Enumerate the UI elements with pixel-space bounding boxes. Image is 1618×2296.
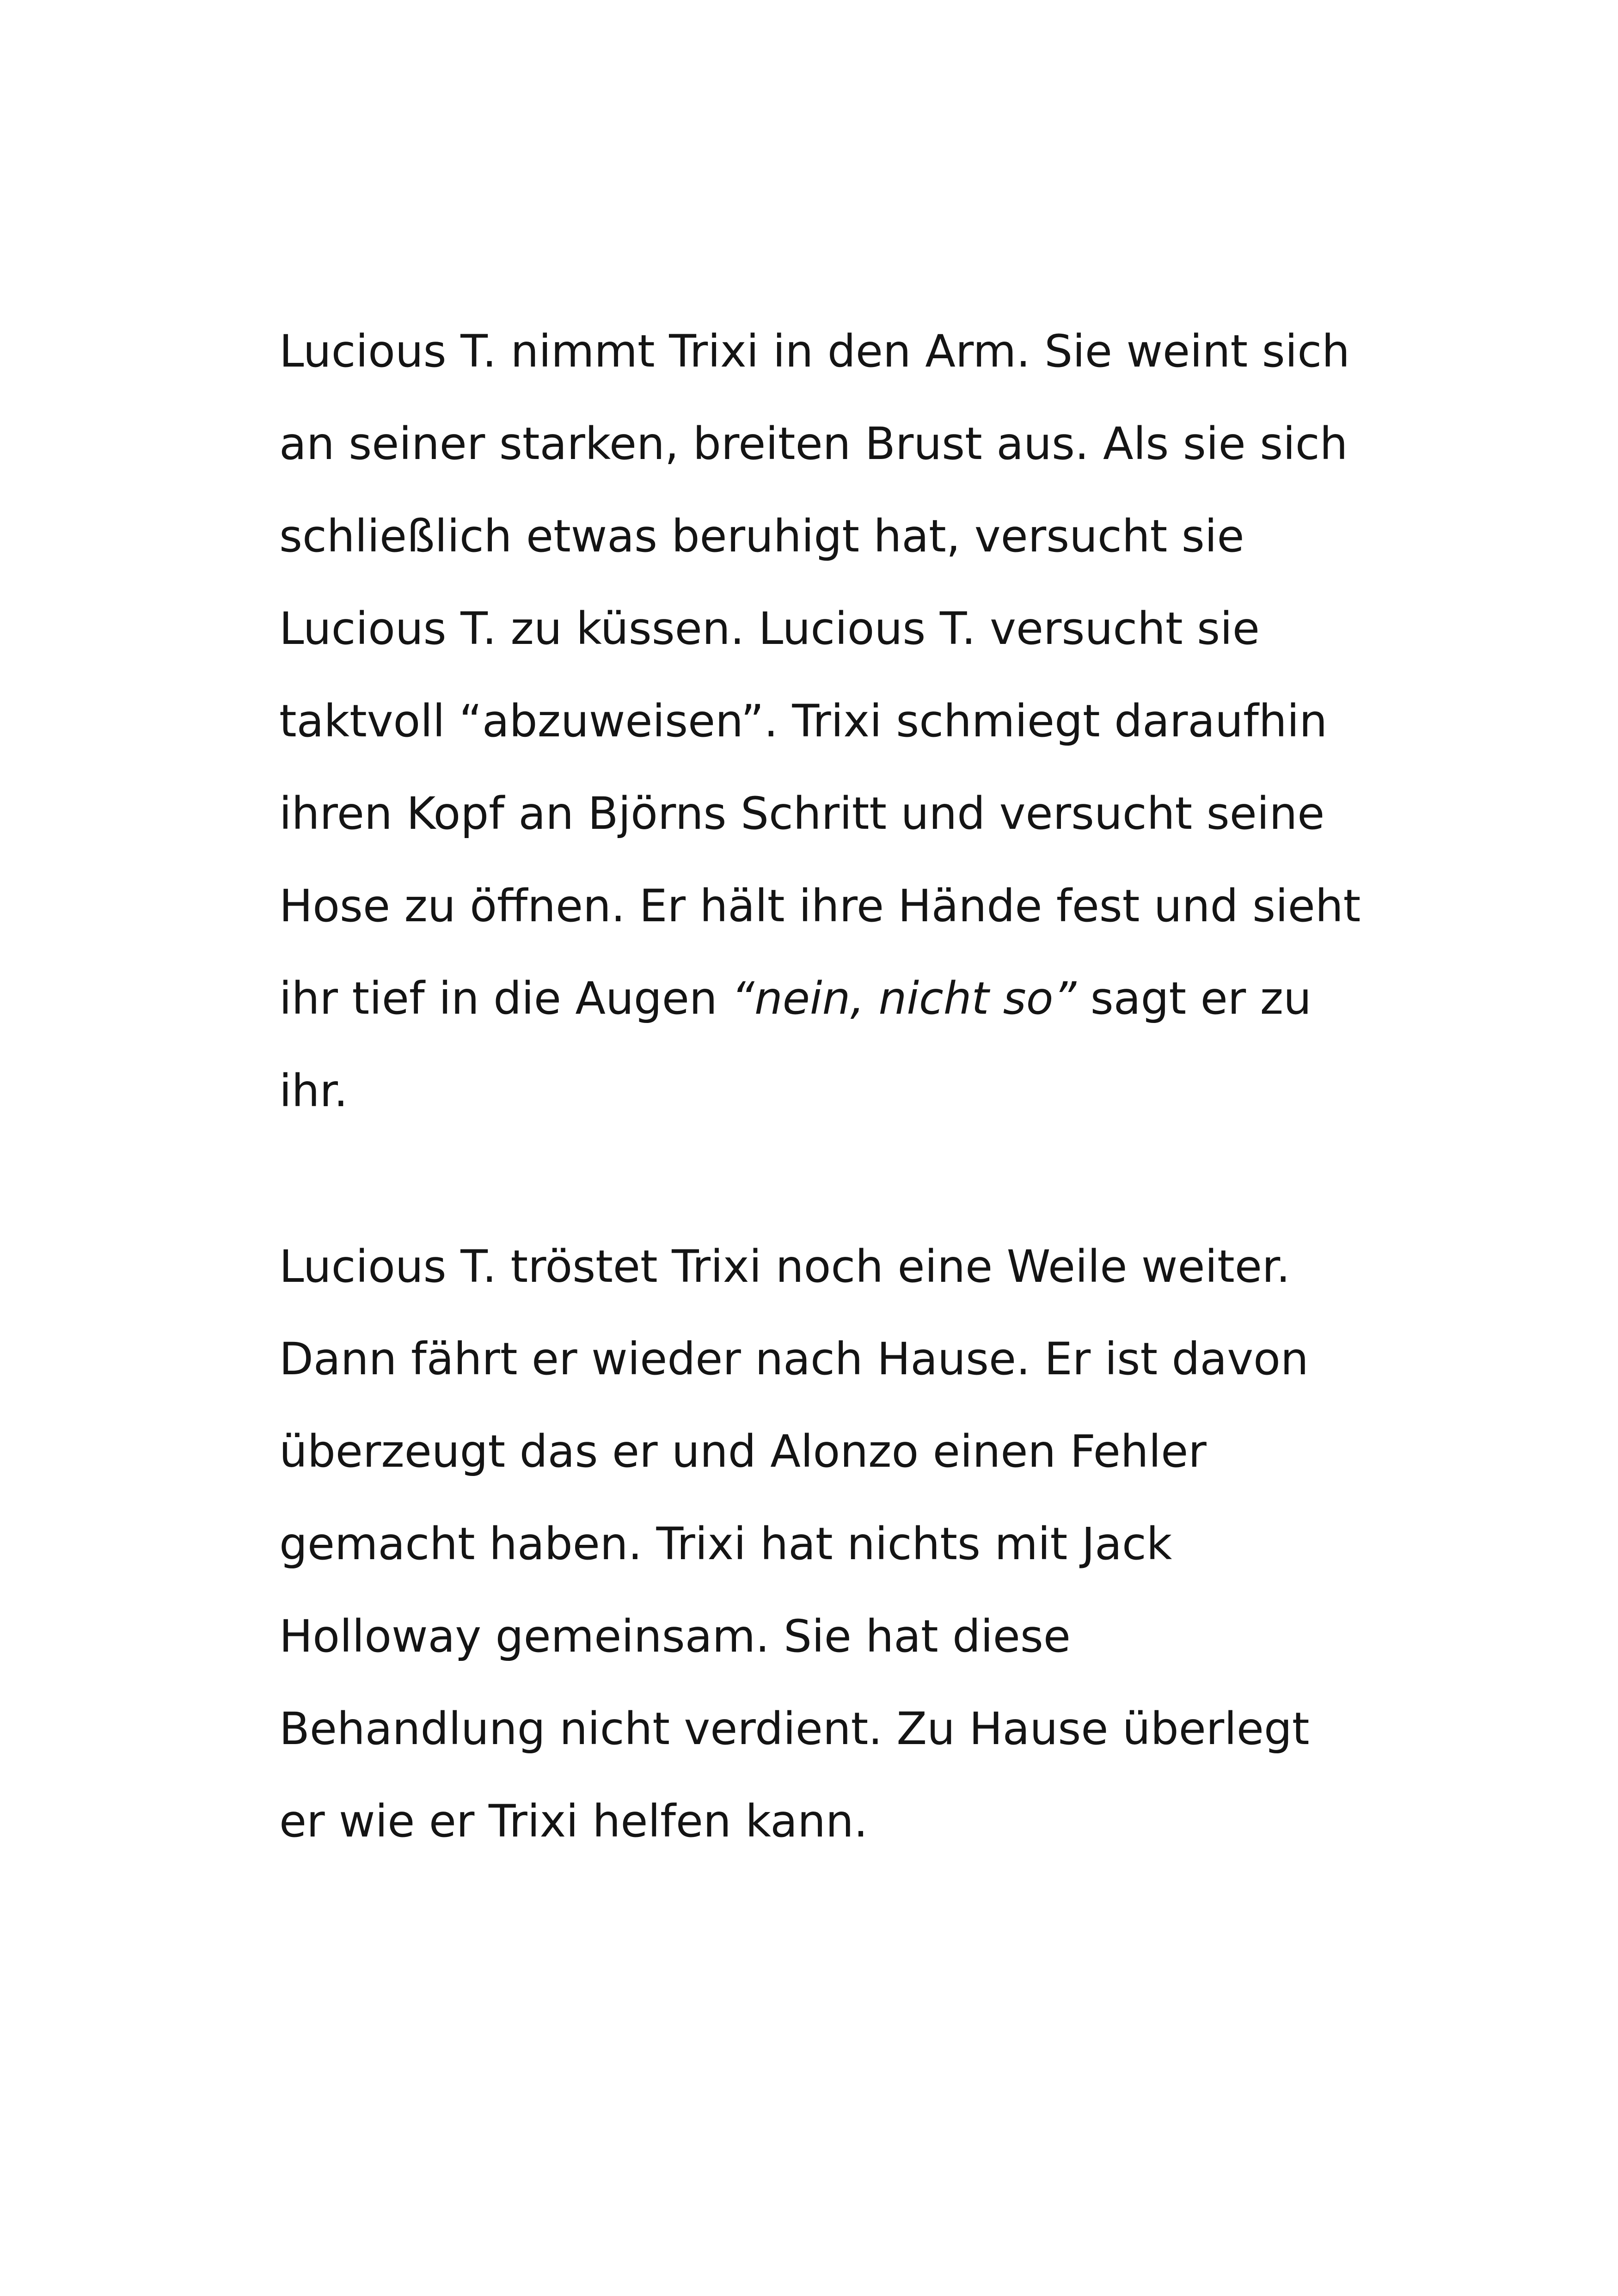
paragraph-1-line-2: an seiner starken, breiten Brust aus. Als sie sich: [279, 418, 1348, 470]
paragraph-2-line-1: Lucious T. tröstet Trixi noch eine Weile weiter.: [279, 1241, 1291, 1292]
paragraph-1-line-3: schließlich etwas beruhigt hat, versucht sie: [279, 510, 1244, 562]
paragraph-1-line-7: Hose zu öffnen. Er hält ihre Hände fest und sieht: [279, 880, 1361, 932]
paragraph-1-line-8: [279, 952, 1389, 1045]
paragraph-1-line-4: Lucious T. zu küssen. Lucious T. versucht sie: [279, 603, 1260, 655]
paragraph-2-line-3: überzeugt das er und Alonzo einen Fehler: [279, 1426, 1207, 1477]
paragraph-2-line-7: er wie er Trixi helfen kann.: [279, 1795, 868, 1847]
line-8-text-before: ihr tief in die Augen: [279, 973, 732, 1024]
paragraph-gap: [279, 1137, 1389, 1220]
paragraph-1-line-1: Lucious T. nimmt Trixi in den Arm. Sie weint sich: [279, 325, 1350, 377]
italic-quote: “nein, nicht so”: [731, 973, 1077, 1024]
paragraph-1-line-5: taktvoll “abzuweisen”. Trixi schmiegt daraufhin: [279, 695, 1328, 747]
paragraph-2-line-5: Holloway gemeinsam. Sie hat diese: [279, 1610, 1071, 1662]
document-body: [279, 305, 1389, 1867]
paragraph-2-line-6: Behandlung nicht verdient. Zu Hause überlegt: [279, 1703, 1310, 1755]
paragraph-2-line-2: Dann fährt er wieder nach Hause. Er ist davon: [279, 1333, 1309, 1385]
paragraph-1: [279, 305, 1389, 1137]
line-8-text-after: sagt er zu: [1076, 973, 1312, 1024]
paragraph-2: [279, 1220, 1389, 1867]
paragraph-1-line-9: ihr.: [279, 1065, 348, 1117]
paragraph-1-line-6: ihren Kopf an Björns Schritt und versucht seine: [279, 788, 1325, 839]
paragraph-2-line-4: gemacht haben. Trixi hat nichts mit Jack: [279, 1518, 1172, 1570]
